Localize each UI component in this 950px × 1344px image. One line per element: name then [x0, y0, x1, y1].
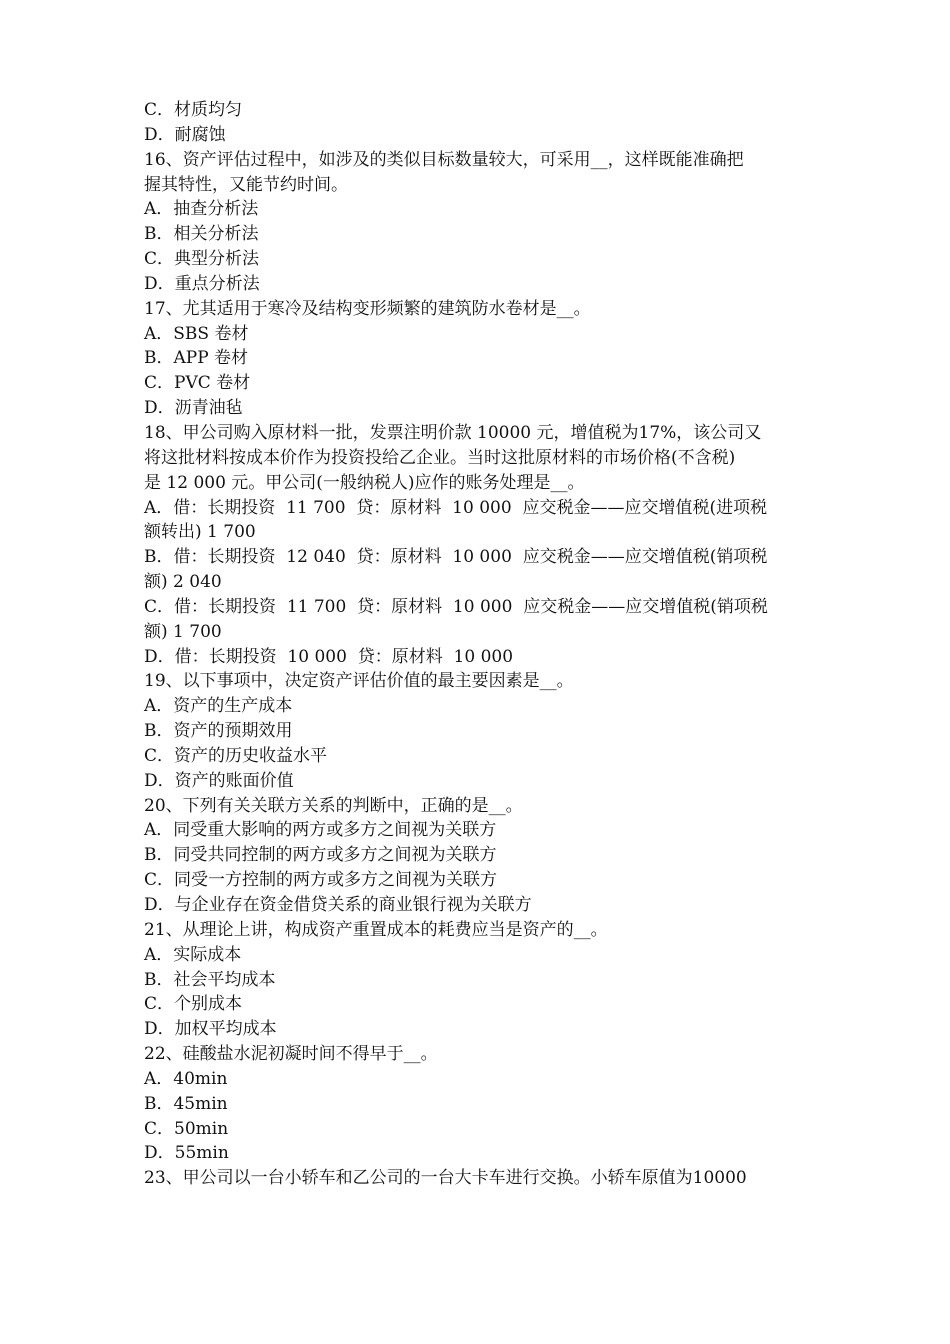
text-line: 19、以下事项中，决定资产评估价值的最主要因素是__。	[144, 671, 574, 692]
text-line: 21、从理论上讲，构成资产重置成本的耗费应当是资产的__。	[144, 919, 608, 940]
text-line: B．同受共同控制的两方或多方之间视为关联方	[144, 845, 497, 866]
text-line: 16、资产评估过程中，如涉及的类似目标数量较大，可采用__，这样既能准确把	[144, 149, 744, 170]
text-line: B．相关分析法	[144, 224, 259, 245]
text-line: 23、甲公司以一台小轿车和乙公司的一台大卡车进行交换。小轿车原值为10000	[144, 1168, 747, 1189]
text-line: C．同受一方控制的两方或多方之间视为关联方	[144, 870, 498, 891]
text-line: C．材质均匀	[144, 100, 243, 120]
text-line: A．40min	[144, 1068, 228, 1089]
text-line: 握其特性，又能节约时间。	[144, 174, 348, 195]
text-line: 17、尤其适用于寒冷及结构变形频繁的建筑防水卷材是__。	[144, 298, 591, 319]
text-line: 20、下列有关关联方关系的判断中，正确的是__。	[144, 795, 523, 816]
text-line: D．耐腐蚀	[144, 124, 226, 145]
text-line: D．资产的账面价值	[144, 770, 294, 791]
text-line: 22、硅酸盐水泥初凝时间不得早于__。	[144, 1044, 438, 1065]
text-line: 将这批材料按成本价作为投资投给乙企业。当时这批原材料的市场价格(不含税)	[144, 447, 736, 468]
text-line: A．SBS 卷材	[144, 323, 249, 344]
text-line: 额转出) 1 700	[144, 522, 256, 543]
text-line: D．55min	[144, 1143, 229, 1164]
text-line: A．抽查分析法	[144, 199, 259, 220]
text-line: C．50min	[144, 1118, 229, 1139]
text-line: B．资产的预期效用	[144, 721, 293, 742]
text-line: D．加权平均成本	[144, 1019, 277, 1040]
text-line: B．APP 卷材	[144, 348, 249, 369]
text-line: D．重点分析法	[144, 273, 260, 294]
text-line: A．同受重大影响的两方或多方之间视为关联方	[144, 820, 497, 841]
text-line: A．借：长期投资 11 700 贷：原材料 10 000 应交税金——应交增值税(进项税	[144, 497, 768, 518]
text-line: B．社会平均成本	[144, 969, 276, 990]
text-line: C．资产的历史收益水平	[144, 745, 328, 766]
text-line: 额) 2 040	[144, 572, 222, 593]
text-line: B．45min	[144, 1093, 228, 1114]
text-line: 是 12 000 元。甲公司(一般纳税人)应作的账务处理是__。	[144, 472, 585, 493]
text-line: C．典型分析法	[144, 249, 260, 270]
text-line: C．借：长期投资 11 700 贷：原材料 10 000 应交税金——应交增值税(销项税	[144, 596, 768, 617]
text-line: C．个别成本	[144, 994, 243, 1015]
text-line: D．沥青油毡	[144, 398, 243, 419]
document-body	[144, 98, 810, 1191]
text-line: 额) 1 700	[144, 621, 222, 642]
text-line: D．借：长期投资 10 000 贷：原材料 10 000	[144, 646, 514, 667]
text-line: 18、甲公司购入原材料一批，发票注明价款 10000 元，增值税为17%，该公司又	[144, 422, 762, 443]
text-line: B．借：长期投资 12 040 贷：原材料 10 000 应交税金——应交增值税(销项税	[144, 547, 768, 568]
text-line: D．与企业存在资金借贷关系的商业银行视为关联方	[144, 895, 532, 915]
text-line: A．资产的生产成本	[144, 696, 293, 717]
text-line: C．PVC 卷材	[144, 373, 251, 394]
text-line: A．实际成本	[144, 944, 242, 965]
